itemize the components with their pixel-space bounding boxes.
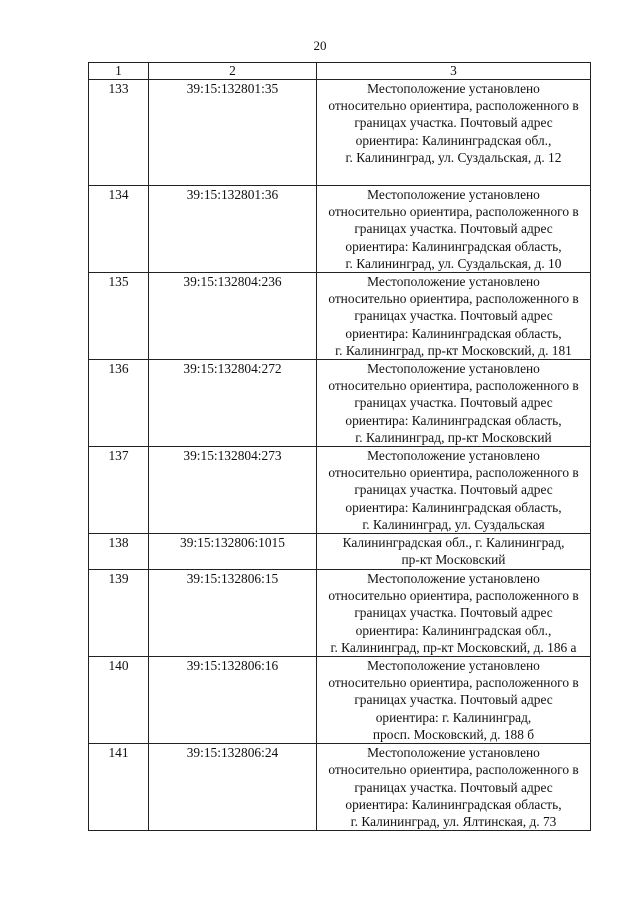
table-row (89, 273, 591, 360)
row-number: 141 (89, 744, 149, 831)
location-line: ориентира: Калининградская область, (345, 325, 562, 341)
location-description (317, 657, 591, 744)
table-row (89, 570, 591, 657)
location-description (317, 744, 591, 831)
table-row (89, 657, 591, 744)
location-line: границах участка. Почтовый адрес (354, 482, 553, 498)
location-line: ориентира: Калининградская обл., (355, 132, 552, 148)
cadastral-number: 39:15:132806:16 (149, 657, 317, 744)
location-line: ориентира: Калининградская область, (345, 238, 562, 254)
table-row (89, 186, 591, 273)
location-line: Калининградская обл., г. Калининград, (342, 535, 565, 551)
location-line: Местоположение установлено (367, 448, 540, 464)
location-line: границах участка. Почтовый адрес (354, 115, 553, 131)
column-header-3: 3 (317, 63, 591, 80)
location-description (317, 273, 591, 360)
location-line: Местоположение установлено (367, 361, 540, 377)
location-line: г. Калининград, пр-кт Московский, д. 181 (335, 342, 572, 358)
table-row (89, 447, 591, 534)
location-line: г. Калининград, ул. Суздальская (362, 516, 545, 532)
location-line: ориентира: Калининградская обл., (355, 622, 552, 638)
column-header-1: 1 (89, 63, 149, 80)
location-line: Местоположение установлено (367, 571, 540, 587)
row-number: 139 (89, 570, 149, 657)
location-line: Местоположение установлено (367, 81, 540, 96)
table-row (89, 744, 591, 831)
location-line: ориентира: Калининградская область, (345, 412, 562, 428)
location-line: г. Калининград, ул. Суздальская, д. 10 (345, 255, 562, 271)
location-line: ориентира: г. Калининград, (375, 709, 532, 725)
location-description (317, 186, 591, 273)
location-line: Местоположение установлено (367, 274, 540, 290)
row-number: 138 (89, 534, 149, 570)
location-description (317, 80, 591, 186)
table-row (89, 80, 591, 186)
location-line: границах участка. Почтовый адрес (354, 221, 553, 237)
cadastral-number: 39:15:132806:1015 (149, 534, 317, 570)
location-line: просп. Московский, д. 188 б (372, 726, 535, 742)
location-description (317, 570, 591, 657)
row-number: 135 (89, 273, 149, 360)
table-row (89, 534, 591, 570)
location-line: относительно ориентира, расположенного в (328, 588, 579, 604)
cadastral-number: 39:15:132806:15 (149, 570, 317, 657)
land-plot-table (88, 62, 591, 831)
location-description (317, 534, 591, 570)
location-line: границах участка. Почтовый адрес (354, 605, 553, 621)
location-line: относительно ориентира, расположенного в (328, 675, 579, 691)
row-number: 134 (89, 186, 149, 273)
location-line: г. Калининград, ул. Ялтинская, д. 73 (350, 813, 557, 829)
location-line: относительно ориентира, расположенного в (328, 378, 579, 394)
location-line: г. Калининград, ул. Суздальская, д. 12 (345, 149, 562, 165)
location-line: г. Калининград, пр-кт Московский (355, 429, 552, 445)
location-description (317, 360, 591, 447)
cadastral-number: 39:15:132804:272 (149, 360, 317, 447)
location-line: границах участка. Почтовый адрес (354, 692, 553, 708)
location-line: г. Калининград, пр-кт Московский, д. 186 а (330, 639, 577, 655)
location-line: границах участка. Почтовый адрес (354, 395, 553, 411)
location-line: относительно ориентира, расположенного в (328, 291, 579, 307)
location-line: границах участка. Почтовый адрес (354, 779, 553, 795)
column-header-2: 2 (149, 63, 317, 80)
location-line: Местоположение установлено (367, 658, 540, 674)
table-header-row (89, 63, 591, 80)
location-line: границах участка. Почтовый адрес (354, 308, 553, 324)
location-line: пр-кт Московский (401, 552, 506, 568)
cadastral-number: 39:15:132804:273 (149, 447, 317, 534)
cadastral-number: 39:15:132806:24 (149, 744, 317, 831)
cadastral-number: 39:15:132801:35 (149, 80, 317, 186)
location-line: относительно ориентира, расположенного в (328, 98, 579, 114)
location-line: относительно ориентира, расположенного в (328, 204, 579, 220)
table-row (89, 360, 591, 447)
cadastral-number: 39:15:132804:236 (149, 273, 317, 360)
cadastral-number: 39:15:132801:36 (149, 186, 317, 273)
location-line: относительно ориентира, расположенного в (328, 762, 579, 778)
row-number: 140 (89, 657, 149, 744)
table-body (89, 80, 591, 831)
row-number: 137 (89, 447, 149, 534)
location-line: Местоположение установлено (367, 745, 540, 761)
page-number: 20 (313, 38, 327, 53)
row-number: 133 (89, 80, 149, 186)
location-line: ориентира: Калининградская область, (345, 796, 562, 812)
location-line: ориентира: Калининградская область, (345, 499, 562, 515)
row-number: 136 (89, 360, 149, 447)
location-description (317, 447, 591, 534)
location-line: Местоположение установлено (367, 187, 540, 202)
location-line: относительно ориентира, расположенного в (328, 465, 579, 481)
